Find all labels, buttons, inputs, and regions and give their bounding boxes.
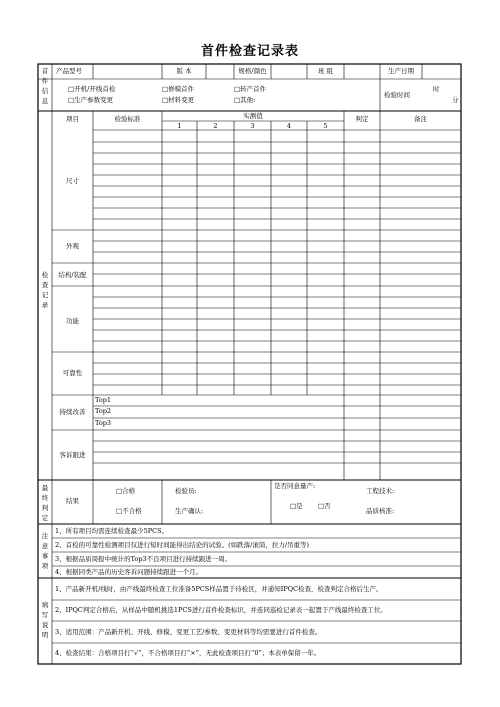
inspector-label: 检验员: bbox=[175, 487, 197, 495]
instruction-3: 3、适用范围：产品新开机、开线、修模、变更工艺/参数、变更材料等均需要进行首件检查。 bbox=[55, 628, 322, 636]
instruction-2: 2、IPQC判定合格后，从样品中随机挑选1PCS进行首件检查标识，并连同巡检记录表一起置于产线最终检查工位。 bbox=[55, 606, 387, 614]
shift-label: 班 组 bbox=[317, 67, 334, 75]
top2-label: Top2 bbox=[95, 407, 112, 415]
fail-checkbox[interactable]: □不合格 bbox=[116, 507, 142, 515]
note-4: 4、根据同类产品的历史客诉问题持续跟进一个月。 bbox=[55, 568, 203, 576]
qa-approve-label: 品质核准: bbox=[366, 507, 395, 515]
production-date-label: 生产日期 bbox=[388, 67, 414, 75]
row-complaint-label: 客诉跟进 bbox=[59, 451, 86, 459]
item-header: 项目 bbox=[66, 115, 79, 123]
measured-col-3: 3 bbox=[250, 122, 255, 130]
judge-header: 判定 bbox=[355, 115, 369, 123]
note-3: 3、根据品质周报中统计的Top3不良项目进行持续跟进一周。 bbox=[55, 555, 232, 563]
pass-checkbox[interactable]: □合格 bbox=[116, 487, 136, 495]
minute-label: 分 bbox=[452, 96, 459, 104]
top1-label: Top1 bbox=[95, 396, 112, 404]
measured-col-5: 5 bbox=[323, 122, 328, 130]
result-label: 结果 bbox=[66, 497, 79, 505]
version-label: 版 本 bbox=[176, 67, 192, 75]
note-1: 1、所有项目均需连续检查最少5PCS。 bbox=[55, 527, 169, 535]
model-color-label: 规格/颜色 bbox=[238, 67, 267, 75]
trigger-changeover-checkbox[interactable]: □转产首件 bbox=[234, 85, 267, 93]
agree-yes-checkbox[interactable]: □是 bbox=[290, 502, 303, 510]
form-title: 首件检查记录表 bbox=[200, 44, 299, 59]
trigger-material-change-checkbox[interactable]: □材料变更 bbox=[162, 96, 195, 104]
row-function-label: 功能 bbox=[66, 317, 79, 325]
final-section-label: 最终判定 bbox=[41, 484, 49, 522]
inspect-time-label: 检验时间 bbox=[384, 91, 410, 99]
row-size-label: 尺寸 bbox=[66, 177, 79, 185]
trigger-param-change-checkbox[interactable]: □生产参数变更 bbox=[68, 96, 114, 104]
measured-header: 实测值 bbox=[243, 112, 263, 120]
trigger-repair-checkbox[interactable]: □修模首件 bbox=[162, 85, 195, 93]
top3-label: Top3 bbox=[95, 419, 112, 427]
row-appearance-label: 外观 bbox=[66, 242, 79, 250]
remark-header: 备注 bbox=[414, 115, 427, 123]
hour-label: 时 bbox=[433, 85, 440, 93]
trigger-other-checkbox[interactable]: □其他: bbox=[234, 96, 256, 104]
instructions-section-label: 填写说明 bbox=[41, 601, 49, 639]
notes-section-label: 注意事项 bbox=[41, 532, 49, 570]
instruction-4: 4、检查结果：合格项目打“√”，不合格项目打“×”，无此检查项目打“0”；本表单保留一年。 bbox=[55, 649, 321, 657]
trigger-startup-checkbox[interactable]: □开机/开线首检 bbox=[68, 85, 116, 93]
row-improvement-label: 持续改善 bbox=[59, 408, 86, 416]
instruction-1: 1、产品新开机/线时，由产线最终检查工位准备5PCS样品置于待检区，并通知IPQC检查，检查判定合格后生产。 bbox=[55, 585, 383, 593]
row-structure-label: 结构/装配 bbox=[58, 271, 87, 279]
note-2: 2、首检的可靠性检测项目仅进行短时间能得出结论的试验。(如跌落/滚筒，拉力/吊重等) bbox=[55, 541, 310, 549]
standard-header: 检验标准 bbox=[114, 115, 141, 123]
row-reliability-label: 可靠性 bbox=[62, 369, 83, 377]
engineer-label: 工程技术: bbox=[366, 487, 395, 495]
measured-col-4: 4 bbox=[286, 122, 292, 130]
agree-question-label: 是否同意量产: bbox=[274, 482, 316, 490]
record-section-label: 检查记录 bbox=[41, 271, 49, 309]
measured-col-1: 1 bbox=[177, 122, 182, 130]
measured-col-2: 2 bbox=[213, 122, 218, 130]
prod-confirm-label: 生产确认: bbox=[175, 507, 204, 515]
agree-no-checkbox[interactable]: □否 bbox=[318, 502, 331, 510]
product-model-label: 产品型号 bbox=[56, 67, 82, 75]
info-section-label: 首件信息 bbox=[41, 67, 49, 105]
